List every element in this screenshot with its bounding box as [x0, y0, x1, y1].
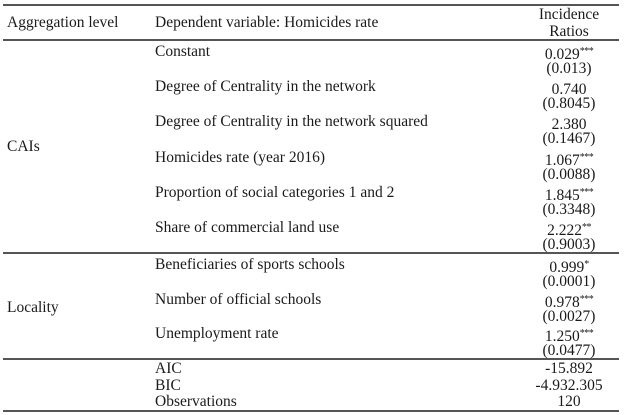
standard-error: (0.0088)	[542, 166, 596, 183]
coefficient: 0.999*	[549, 259, 589, 276]
standard-error: (0.0027)	[542, 308, 596, 325]
stat-label: Observations	[155, 393, 237, 410]
coefficient: 2.380	[551, 116, 587, 133]
variable-name: Share of commercial land use	[155, 219, 340, 236]
coefficient: 1.250***	[544, 328, 594, 345]
header-incidence-line2: Ratios	[549, 23, 589, 40]
standard-error: (0.1467)	[542, 130, 596, 147]
stat-label: BIC	[155, 377, 181, 394]
coefficient: 1.845***	[544, 187, 594, 204]
significance-stars: ***	[579, 187, 594, 198]
variable-name: Constant	[155, 43, 211, 60]
standard-error: (0.9003)	[542, 236, 596, 253]
standard-error: (0.0001)	[542, 273, 596, 290]
group-label: Locality	[7, 299, 59, 316]
bottom-rule	[3, 410, 619, 412]
variable-name: Beneficiaries of sports schools	[155, 256, 345, 273]
header-aggregation-level: Aggregation level	[7, 14, 119, 31]
significance-stars: *	[584, 259, 589, 270]
coefficient: 0.978***	[544, 294, 594, 311]
variable-name: Number of official schools	[155, 291, 322, 308]
standard-error: (0.8045)	[542, 95, 596, 112]
variable-name: Proportion of social categories 1 and 2	[155, 184, 395, 201]
stat-value: -15.892	[545, 360, 593, 377]
significance-stars: **	[581, 222, 591, 233]
standard-error: (0.013)	[546, 60, 592, 77]
variable-name: Unemployment rate	[155, 325, 279, 342]
stat-value: -4.932.305	[535, 377, 603, 394]
significance-stars: ***	[579, 328, 594, 339]
header-dependent-variable: Dependent variable: Homicides rate	[155, 14, 379, 31]
standard-error: (0.3348)	[542, 201, 596, 218]
stat-label: AIC	[155, 360, 182, 377]
header-incidence-line1: Incidence	[538, 6, 600, 23]
group-label: CAIs	[7, 138, 40, 155]
significance-stars: ***	[579, 294, 594, 305]
significance-stars: ***	[579, 46, 594, 57]
variable-name: Degree of Centrality in the network squared	[155, 113, 428, 130]
coefficient: 0.029***	[544, 46, 594, 63]
coefficient: 2.222**	[547, 222, 591, 239]
stat-value: 120	[557, 393, 581, 410]
coefficient: 1.067***	[544, 152, 594, 169]
coefficient: 0.740	[551, 81, 587, 98]
standard-error: (0.0477)	[542, 342, 596, 359]
variable-name: Homicides rate (year 2016)	[155, 149, 326, 166]
variable-name: Degree of Centrality in the network	[155, 78, 376, 95]
significance-stars: ***	[579, 152, 594, 163]
